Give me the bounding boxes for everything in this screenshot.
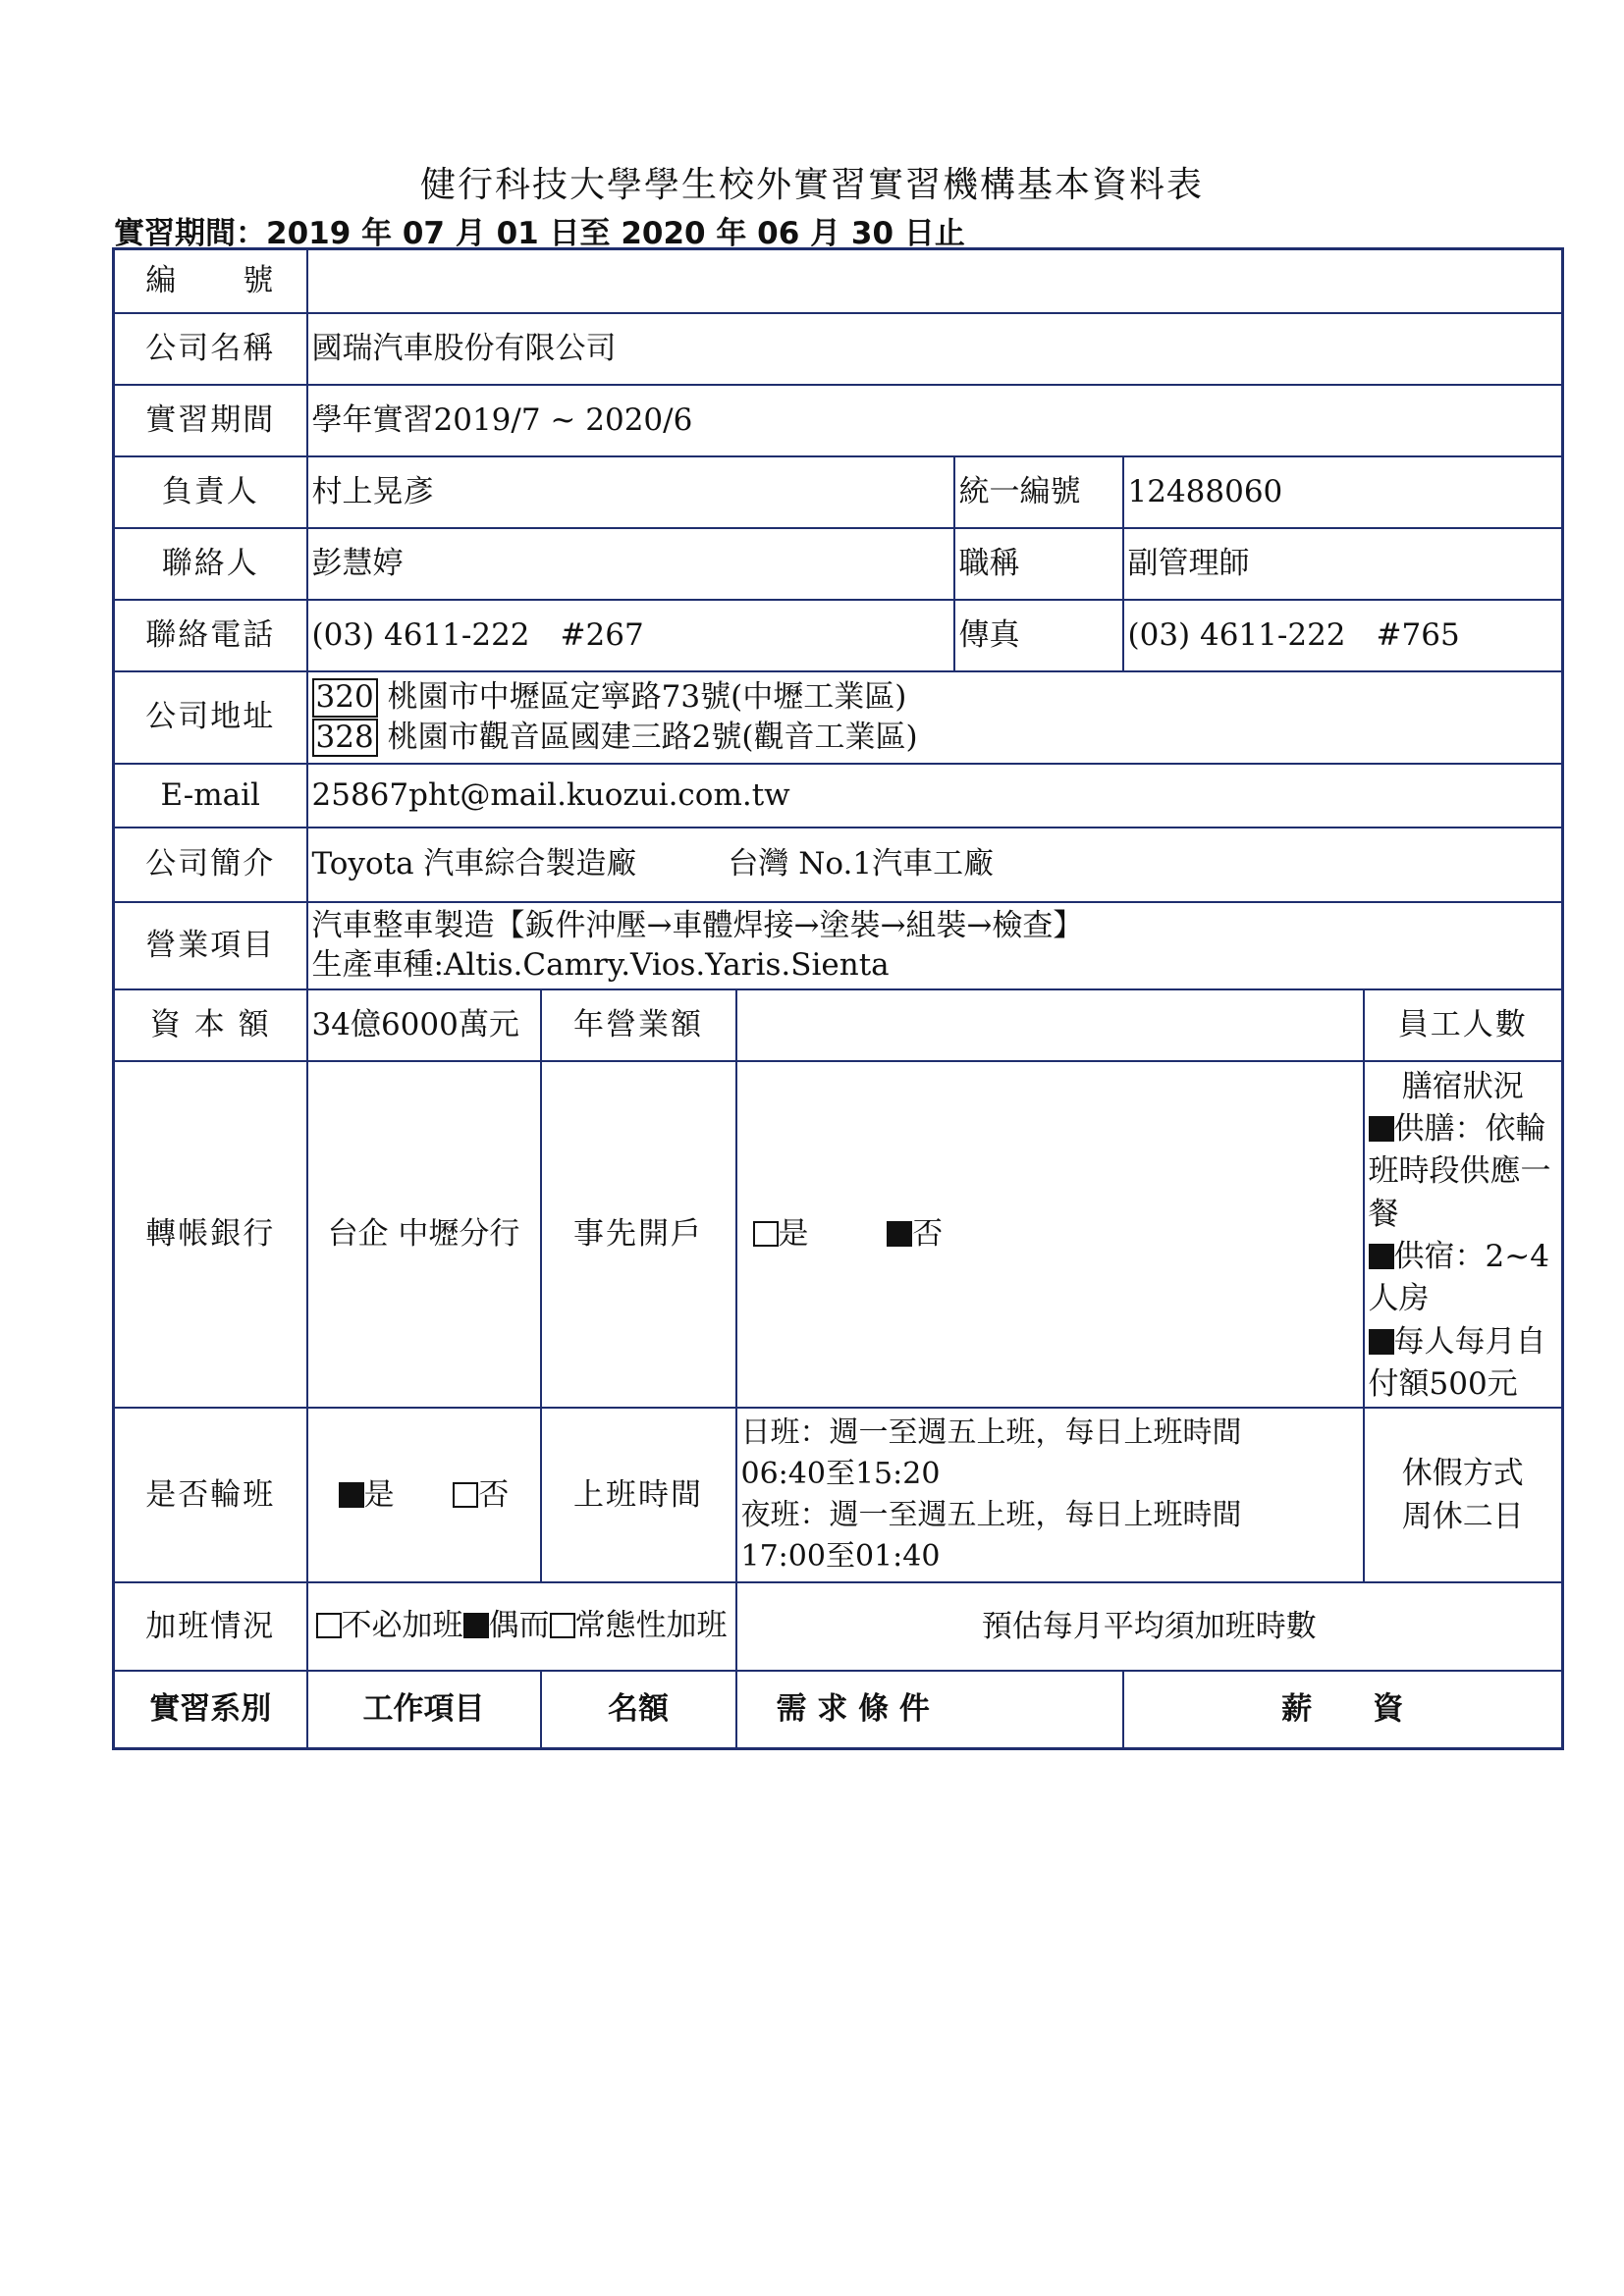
- salary-header: 薪 資: [1123, 1671, 1563, 1749]
- address-text-2: 桃園市觀音區國建三路2號(觀音工業區): [387, 719, 918, 755]
- lodging-fee: [1369, 1321, 1558, 1407]
- shift-no-checkbox[interactable]: [453, 1482, 478, 1508]
- overtime-hours-label[interactable]: 預估每月平均須加班時數: [736, 1582, 1563, 1671]
- shift-yes-checkbox[interactable]: [339, 1482, 364, 1508]
- job-title-value[interactable]: 副管理師: [1123, 528, 1563, 600]
- room-checkbox[interactable]: [1369, 1244, 1394, 1269]
- zip-code-2: 328: [312, 719, 378, 758]
- leave-label: 休假方式: [1401, 1455, 1524, 1491]
- overtime-sometimes-checkbox[interactable]: [463, 1613, 489, 1638]
- address-value[interactable]: [307, 671, 1563, 764]
- night-shift: 夜班：週一至週五上班，每日上班時間: [740, 1497, 1242, 1532]
- work-time-label: 上班時間: [541, 1408, 736, 1582]
- meal-checkbox[interactable]: [1369, 1116, 1394, 1142]
- company-label: 公司名稱: [114, 313, 307, 385]
- row-business: [114, 902, 1563, 989]
- business-line-1: 汽車整車製造【鈑件沖壓→車體焊接→塗裝→組裝→檢查】: [311, 907, 1084, 943]
- company-value[interactable]: 國瑞汽車股份有限公司: [307, 313, 1563, 385]
- row-owner: [114, 456, 1563, 528]
- row-contact: [114, 528, 1563, 600]
- row-shift: [114, 1408, 1563, 1582]
- address-text-1: 桃園市中壢區定寧路73號(中壢工業區): [387, 678, 907, 715]
- number-value[interactable]: [307, 249, 1563, 313]
- requirement-header: 需 求 條 件: [736, 1671, 1123, 1749]
- row-company: [114, 313, 1563, 385]
- contact-value[interactable]: 彭慧婷: [307, 528, 954, 600]
- row-email: [114, 764, 1563, 828]
- owner-value[interactable]: 村上晃彥: [307, 456, 954, 528]
- intern-period-label: 實習期間: [114, 385, 307, 456]
- preopen-options: [736, 1061, 1364, 1408]
- work-item-header: 工作項目: [307, 1671, 541, 1749]
- intro-label: 公司簡介: [114, 828, 307, 902]
- fax-value[interactable]: (03) 4611-222 #765: [1123, 600, 1563, 671]
- preopen-label: 事先開戶: [541, 1061, 736, 1408]
- overtime-regular-label: 常態性加班: [574, 1607, 728, 1643]
- bank-label: 轉帳銀行: [114, 1061, 307, 1408]
- row-intern-period: [114, 385, 1563, 456]
- shift-no-label: 否: [478, 1476, 510, 1513]
- leave-cell: [1364, 1408, 1563, 1582]
- work-time-value[interactable]: [736, 1408, 1364, 1582]
- preopen-no-checkbox[interactable]: [887, 1221, 912, 1247]
- address-label: 公司地址: [114, 671, 307, 764]
- row-address: [114, 671, 1563, 764]
- zip-code-1: 320: [312, 678, 378, 718]
- employees-label: 員工人數: [1364, 989, 1563, 1061]
- preopen-yes-checkbox[interactable]: [753, 1221, 779, 1247]
- leave-value: 周休二日: [1401, 1498, 1524, 1534]
- phone-value[interactable]: (03) 4611-222 #267: [307, 600, 954, 671]
- row-capital: [114, 989, 1563, 1061]
- meal-text: 供膳：依輪班時段供應一餐: [1368, 1110, 1551, 1232]
- company-info-table: [112, 247, 1564, 1750]
- job-title-label: 職稱: [954, 528, 1123, 600]
- business-label: 營業項目: [114, 902, 307, 989]
- lodging-room: [1369, 1236, 1558, 1321]
- row-positions-header: [114, 1671, 1563, 1749]
- row-overtime: [114, 1582, 1563, 1671]
- night-shift-hours: 17:00至01:40: [740, 1538, 941, 1574]
- intern-period-value[interactable]: 學年實習2019/7 ~ 2020/6: [307, 385, 1563, 456]
- day-shift-hours: 06:40至15:20: [740, 1456, 941, 1491]
- shift-options: [307, 1408, 541, 1582]
- dept-header: 實習系別: [114, 1671, 307, 1749]
- tax-id-label: 統一編號: [954, 456, 1123, 528]
- overtime-none-label: 不必加班: [341, 1607, 463, 1643]
- phone-label: 聯絡電話: [114, 600, 307, 671]
- email-value[interactable]: 25867pht@mail.kuozui.com.tw: [307, 764, 1563, 828]
- row-bank: [114, 1061, 1563, 1408]
- preopen-yes-label: 是: [778, 1216, 809, 1253]
- overtime-none-checkbox[interactable]: [316, 1613, 342, 1638]
- number-label: 編 號: [114, 249, 307, 313]
- business-value[interactable]: [307, 902, 1563, 989]
- bank-value[interactable]: 台企 中壢分行: [307, 1061, 541, 1408]
- row-number: [114, 249, 1563, 313]
- fee-checkbox[interactable]: [1369, 1329, 1394, 1355]
- lodging-cell: [1364, 1061, 1563, 1408]
- lodging-meal: [1369, 1108, 1558, 1236]
- owner-label: 負責人: [114, 456, 307, 528]
- lodging-title: 膳宿狀況: [1401, 1068, 1524, 1104]
- revenue-label: 年營業額: [541, 989, 736, 1061]
- contact-label: 聯絡人: [114, 528, 307, 600]
- tax-id-value[interactable]: 12488060: [1123, 456, 1563, 528]
- fax-label: 傳真: [954, 600, 1123, 671]
- row-intro: [114, 828, 1563, 902]
- preopen-no-label: 否: [912, 1216, 944, 1253]
- address-line-2: [312, 718, 1558, 758]
- capital-value[interactable]: 34億6000萬元: [307, 989, 541, 1061]
- capital-label: 資 本 額: [114, 989, 307, 1061]
- business-line-2: 生產車種:Altis.Camry.Vios.Yaris.Sienta: [311, 947, 890, 983]
- fee-text: 每人每月自付額500元: [1368, 1323, 1546, 1403]
- row-phone: [114, 600, 1563, 671]
- quota-header: 名額: [541, 1671, 736, 1749]
- overtime-options: [307, 1582, 736, 1671]
- overtime-label: 加班情況: [114, 1582, 307, 1671]
- address-line-1: [312, 677, 1558, 718]
- email-label: E-mail: [114, 764, 307, 828]
- day-shift: 日班：週一至週五上班，每日上班時間: [740, 1415, 1242, 1450]
- shift-label: 是否輪班: [114, 1408, 307, 1582]
- room-text: 供宿：2~4人房: [1368, 1239, 1549, 1317]
- period-line: 實習期間：2019 年 07 月 01 日至 2020 年 06 月 30 日止: [114, 216, 965, 251]
- revenue-value[interactable]: [736, 989, 1364, 1061]
- overtime-sometimes-label: 偶而: [488, 1607, 550, 1643]
- intro-value[interactable]: Toyota 汽車綜合製造廠 台灣 No.1汽車工廠: [307, 828, 1563, 902]
- overtime-regular-checkbox[interactable]: [550, 1613, 575, 1638]
- shift-yes-label: 是: [363, 1476, 395, 1513]
- document-title: 健行科技大學學生校外實習實習機構基本資料表: [419, 165, 1204, 205]
